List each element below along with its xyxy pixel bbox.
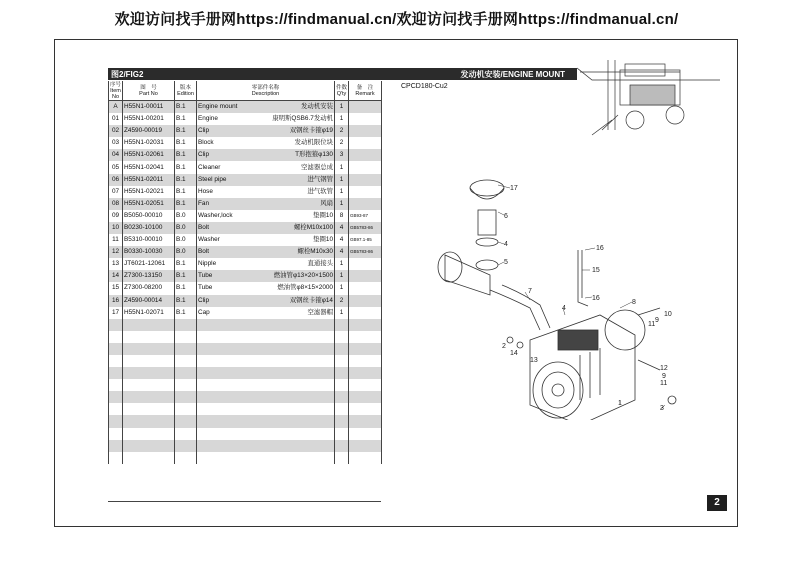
blank-cell (335, 367, 349, 379)
remark-cell (349, 125, 382, 137)
description-en: Steel pipe (198, 175, 227, 183)
description-en: Bolt (198, 223, 210, 231)
header-description: 零部件名称 Description (197, 81, 335, 101)
section-title: 发动机安装/ENGINE MOUNT (460, 70, 565, 79)
callout-label: 1 (618, 400, 622, 407)
blank-cell (349, 355, 382, 367)
blank-cell (109, 319, 123, 331)
description-cell (197, 307, 335, 319)
callout-label: 5 (504, 259, 508, 266)
blank-cell (197, 355, 335, 367)
description-cn: 进气钢管 (307, 175, 333, 183)
description-cell (197, 295, 335, 307)
callout-label: 8 (632, 299, 636, 306)
blank-table-row (109, 331, 382, 343)
description-cn: 康明斯QSB6.7发动机 (272, 115, 333, 123)
blank-cell (335, 415, 349, 427)
blank-cell (349, 391, 382, 403)
description-en: Bolt (198, 248, 210, 256)
qty-cell: 2 (335, 137, 349, 149)
blank-cell (175, 343, 197, 355)
blank-table-row (109, 428, 382, 440)
part-no-cell: Z7300-08200 (123, 282, 175, 294)
description-en: Tube (198, 284, 213, 292)
site-banner: 欢迎访问找手册网https://findmanual.cn/欢迎访问找手册网https://findmanual.cn/ (114, 11, 679, 28)
description-cn: 螺栓M10x100 (293, 223, 333, 231)
qty-cell: 1 (335, 282, 349, 294)
blank-cell (349, 440, 382, 452)
blank-cell (109, 379, 123, 391)
part-no-cell: B5050-00010 (123, 210, 175, 222)
part-no-cell: JT6021-12061 (123, 258, 175, 270)
blank-cell (335, 355, 349, 367)
figure-label: 图2/FIG2 (111, 70, 144, 79)
item-no-cell: 12 (109, 246, 123, 258)
qty-cell: 2 (335, 125, 349, 137)
item-no-cell: 16 (109, 295, 123, 307)
blank-cell (109, 331, 123, 343)
description-cn: T形抱箍φ130 (295, 151, 333, 159)
qty-cell: 1 (335, 198, 349, 210)
table-row (109, 234, 382, 246)
part-no-cell: H55N1-02011 (123, 174, 175, 186)
blank-cell (175, 452, 197, 464)
remark-cell (349, 198, 382, 210)
description-en: Clip (198, 296, 210, 304)
remark-cell (349, 149, 382, 161)
item-no-cell: 10 (109, 222, 123, 234)
description-cn: 双钢丝卡箍φ14 (289, 296, 333, 304)
callout-label: 12 (660, 365, 668, 372)
description-en: Washer,lock (198, 211, 233, 219)
description-cell (197, 222, 335, 234)
blank-cell (349, 452, 382, 464)
table-row (109, 222, 382, 234)
description-cell (197, 270, 335, 282)
edition-cell: B.1 (175, 137, 197, 149)
part-no-cell: B0230-10100 (123, 222, 175, 234)
blank-cell (175, 415, 197, 427)
edition-cell: B.1 (175, 186, 197, 198)
description-cell (197, 198, 335, 210)
description-en: Engine (198, 115, 218, 123)
air-cleaner-assembly-icon (438, 180, 550, 330)
edition-cell: B.1 (175, 161, 197, 173)
blank-cell (123, 428, 175, 440)
table-row (109, 270, 382, 282)
callout-label: 2 (502, 343, 506, 350)
item-no-cell: 11 (109, 234, 123, 246)
description-cn: 燃油管φ8×15×2000 (277, 284, 333, 292)
edition-cell: B.1 (175, 113, 197, 125)
table-row (109, 282, 382, 294)
blank-cell (123, 367, 175, 379)
description-cn: 空滤器总成 (301, 163, 333, 171)
item-no-cell: 14 (109, 270, 123, 282)
blank-cell (109, 367, 123, 379)
callout-label: 13 (530, 357, 538, 364)
description-en: Hose (198, 187, 213, 195)
blank-cell (197, 391, 335, 403)
description-en: Clip (198, 127, 210, 135)
edition-cell: B.0 (175, 234, 197, 246)
description-en: Cleaner (198, 163, 221, 171)
remark-cell (349, 295, 382, 307)
table-bottom-rule (108, 501, 381, 502)
remark-cell: GB5783-86 (349, 222, 382, 234)
qty-cell: 3 (335, 149, 349, 161)
callout-label: 10 (664, 311, 672, 318)
description-cn: 发动机限位块 (294, 139, 333, 147)
blank-cell (197, 403, 335, 415)
engine-mount-diagram (380, 60, 720, 420)
blank-cell (197, 452, 335, 464)
remark-cell (349, 258, 382, 270)
blank-cell (175, 331, 197, 343)
blank-cell (197, 428, 335, 440)
edition-cell: B.1 (175, 101, 197, 114)
description-cell (197, 258, 335, 270)
blank-cell (197, 379, 335, 391)
blank-cell (335, 319, 349, 331)
description-cn: 进气软管 (307, 187, 333, 195)
edition-cell: B.1 (175, 282, 197, 294)
item-no-cell: 02 (109, 125, 123, 137)
table-row (109, 307, 382, 319)
table-row (109, 258, 382, 270)
blank-cell (349, 379, 382, 391)
blank-cell (109, 343, 123, 355)
callout-label: 4 (504, 241, 508, 248)
part-no-cell: Z4590-00019 (123, 125, 175, 137)
blank-table-row (109, 379, 382, 391)
callout-label: 16 (592, 295, 600, 302)
callout-label: 15 (592, 267, 600, 274)
blank-cell (335, 428, 349, 440)
blank-cell (123, 331, 175, 343)
blank-table-row (109, 355, 382, 367)
blank-cell (109, 452, 123, 464)
description-cn: 螺栓M10x30 (297, 248, 333, 256)
qty-cell: 1 (335, 113, 349, 125)
header-part-no: 图 号 Part No (123, 81, 175, 101)
remark-cell: GB97.1-85 (349, 234, 382, 246)
callout-label: 7 (528, 288, 532, 295)
item-no-cell: A (109, 101, 123, 114)
remark-cell (349, 137, 382, 149)
blank-table-row (109, 319, 382, 331)
table-row (109, 125, 382, 137)
forklift-thumbnail-icon (592, 60, 684, 135)
table-row (109, 174, 382, 186)
description-cn: 双钢丝卡箍φ19 (289, 127, 333, 135)
table-row (109, 149, 382, 161)
description-cell (197, 234, 335, 246)
callout-label: 9 (662, 373, 666, 380)
callout-label: 11 (660, 380, 668, 387)
blank-cell (175, 403, 197, 415)
parts-table (108, 81, 382, 464)
table-row (109, 113, 382, 125)
blank-cell (335, 343, 349, 355)
table-header-row (109, 81, 382, 101)
blank-cell (123, 379, 175, 391)
blank-cell (349, 343, 382, 355)
blank-cell (175, 440, 197, 452)
header-qty: 件数 Q'ty (335, 81, 349, 101)
edition-cell: B.1 (175, 307, 197, 319)
table-row (109, 210, 382, 222)
blank-cell (123, 319, 175, 331)
blank-cell (109, 355, 123, 367)
blank-cell (123, 343, 175, 355)
description-cn: 直通接头 (307, 260, 333, 268)
blank-cell (335, 379, 349, 391)
qty-cell: 1 (335, 270, 349, 282)
item-no-cell: 09 (109, 210, 123, 222)
blank-cell (109, 428, 123, 440)
qty-cell: 1 (335, 258, 349, 270)
remark-cell (349, 307, 382, 319)
description-cell (197, 282, 335, 294)
item-no-cell: 04 (109, 149, 123, 161)
table-row (109, 101, 382, 114)
header-item-no: 序号 Item No (110, 81, 122, 100)
model-label: CPCD180-Cu2 (401, 83, 448, 90)
description-cell (197, 174, 335, 186)
blank-cell (349, 415, 382, 427)
blank-cell (349, 319, 382, 331)
blank-cell (109, 415, 123, 427)
part-no-cell: H55N1-02051 (123, 198, 175, 210)
remark-cell (349, 101, 382, 114)
blank-cell (197, 415, 335, 427)
qty-cell: 1 (335, 101, 349, 114)
qty-cell: 1 (335, 307, 349, 319)
part-no-cell: B5310-00010 (123, 234, 175, 246)
description-cell (197, 161, 335, 173)
blank-cell (197, 367, 335, 379)
parts-table-body (109, 101, 382, 464)
qty-cell: 4 (335, 234, 349, 246)
description-cell (197, 113, 335, 125)
part-no-cell: H55N1-02071 (123, 307, 175, 319)
description-en: Clip (198, 151, 210, 159)
edition-cell: B.1 (175, 258, 197, 270)
blank-cell (175, 428, 197, 440)
description-cell (197, 210, 335, 222)
remark-cell: GB5783-86 (349, 246, 382, 258)
callout-label: 4 (562, 305, 566, 312)
table-row (109, 295, 382, 307)
table-row (109, 198, 382, 210)
description-cell (197, 246, 335, 258)
blank-table-row (109, 391, 382, 403)
item-no-cell: 01 (109, 113, 123, 125)
blank-cell (175, 355, 197, 367)
blank-cell (123, 452, 175, 464)
description-cell (197, 137, 335, 149)
blank-cell (197, 331, 335, 343)
description-cn: 风扇 (320, 199, 333, 207)
remark-cell: GB93-87 (349, 210, 382, 222)
blank-cell (123, 355, 175, 367)
blank-cell (175, 391, 197, 403)
callout-label: 14 (510, 350, 518, 357)
page-number: 2 (707, 495, 727, 511)
blank-cell (349, 428, 382, 440)
remark-cell (349, 174, 382, 186)
blank-cell (349, 403, 382, 415)
item-no-cell: 17 (109, 307, 123, 319)
part-no-cell: H55N1-02021 (123, 186, 175, 198)
table-row (109, 137, 382, 149)
blank-cell (109, 403, 123, 415)
blank-cell (175, 367, 197, 379)
remark-cell (349, 113, 382, 125)
remark-cell (349, 186, 382, 198)
remark-cell (349, 282, 382, 294)
blank-table-row (109, 343, 382, 355)
edition-cell: B.0 (175, 222, 197, 234)
blank-cell (335, 452, 349, 464)
description-en: Washer (198, 236, 220, 244)
description-cn: 垫圈10 (313, 236, 333, 244)
remark-cell (349, 161, 382, 173)
description-en: Engine mount (198, 103, 238, 111)
blank-cell (175, 379, 197, 391)
blank-cell (175, 319, 197, 331)
item-no-cell: 13 (109, 258, 123, 270)
description-en: Fan (198, 199, 210, 207)
part-no-cell: H55N1-02061 (123, 149, 175, 161)
callout-label: 9 (655, 317, 659, 324)
blank-cell (349, 331, 382, 343)
callout-label: 6 (504, 213, 508, 220)
blank-cell (123, 440, 175, 452)
qty-cell: 4 (335, 222, 349, 234)
blank-cell (335, 331, 349, 343)
edition-cell: B.1 (175, 125, 197, 137)
description-cn: 燃油管φ13×20×1500 (273, 272, 333, 280)
callout-label: 16 (596, 245, 604, 252)
edition-cell: B.0 (175, 246, 197, 258)
blank-cell (109, 391, 123, 403)
description-cell (197, 186, 335, 198)
blank-table-row (109, 415, 382, 427)
edition-cell: B.0 (175, 210, 197, 222)
blank-cell (349, 367, 382, 379)
description-en: Block (198, 139, 214, 147)
callout-label: 11 (648, 321, 656, 328)
description-cn: 空滤器帽 (307, 308, 333, 316)
blank-cell (109, 440, 123, 452)
item-no-cell: 06 (109, 174, 123, 186)
edition-cell: B.1 (175, 295, 197, 307)
callout-label: 17 (510, 185, 518, 192)
blank-cell (197, 440, 335, 452)
description-cn: 垫圈10 (313, 211, 333, 219)
edition-cell: B.1 (175, 149, 197, 161)
remark-cell (349, 270, 382, 282)
part-no-cell: Z4590-00014 (123, 295, 175, 307)
edition-cell: B.1 (175, 270, 197, 282)
item-no-cell: 05 (109, 161, 123, 173)
table-row (109, 246, 382, 258)
description-cn: 发动机安装 (301, 103, 333, 111)
item-no-cell: 15 (109, 282, 123, 294)
description-cell (197, 101, 335, 114)
description-cell (197, 125, 335, 137)
edition-cell: B.1 (175, 174, 197, 186)
table-row (109, 186, 382, 198)
qty-cell: 8 (335, 210, 349, 222)
blank-table-row (109, 367, 382, 379)
description-en: Cap (198, 308, 210, 316)
engine-icon (530, 310, 645, 420)
blank-table-row (109, 440, 382, 452)
blank-cell (123, 415, 175, 427)
item-no-cell: 08 (109, 198, 123, 210)
blank-cell (197, 343, 335, 355)
item-no-cell: 07 (109, 186, 123, 198)
description-en: Nipple (198, 260, 217, 268)
description-en: Tube (198, 272, 213, 280)
blank-cell (335, 440, 349, 452)
item-no-cell: 03 (109, 137, 123, 149)
callout-label: 3 (660, 405, 664, 412)
blank-cell (123, 391, 175, 403)
qty-cell: 1 (335, 161, 349, 173)
qty-cell: 2 (335, 295, 349, 307)
part-no-cell: H55N1-02041 (123, 161, 175, 173)
callout-labels (502, 185, 672, 412)
header-edition: 版本 Edition (175, 81, 197, 101)
qty-cell: 1 (335, 174, 349, 186)
part-no-cell: H55N1-00201 (123, 113, 175, 125)
qty-cell: 4 (335, 246, 349, 258)
edition-cell: B.1 (175, 198, 197, 210)
description-cell (197, 149, 335, 161)
table-row (109, 161, 382, 173)
blank-table-row (109, 452, 382, 464)
header-remark: 备 注 Remark (349, 81, 382, 101)
part-no-cell: B0330-10030 (123, 246, 175, 258)
blank-cell (123, 403, 175, 415)
part-no-cell: H55N1-00011 (123, 101, 175, 114)
blank-cell (197, 319, 335, 331)
part-no-cell: Z7300-13150 (123, 270, 175, 282)
part-no-cell: H55N1-02031 (123, 137, 175, 149)
qty-cell: 1 (335, 186, 349, 198)
blank-cell (335, 403, 349, 415)
blank-cell (335, 391, 349, 403)
blank-table-row (109, 403, 382, 415)
